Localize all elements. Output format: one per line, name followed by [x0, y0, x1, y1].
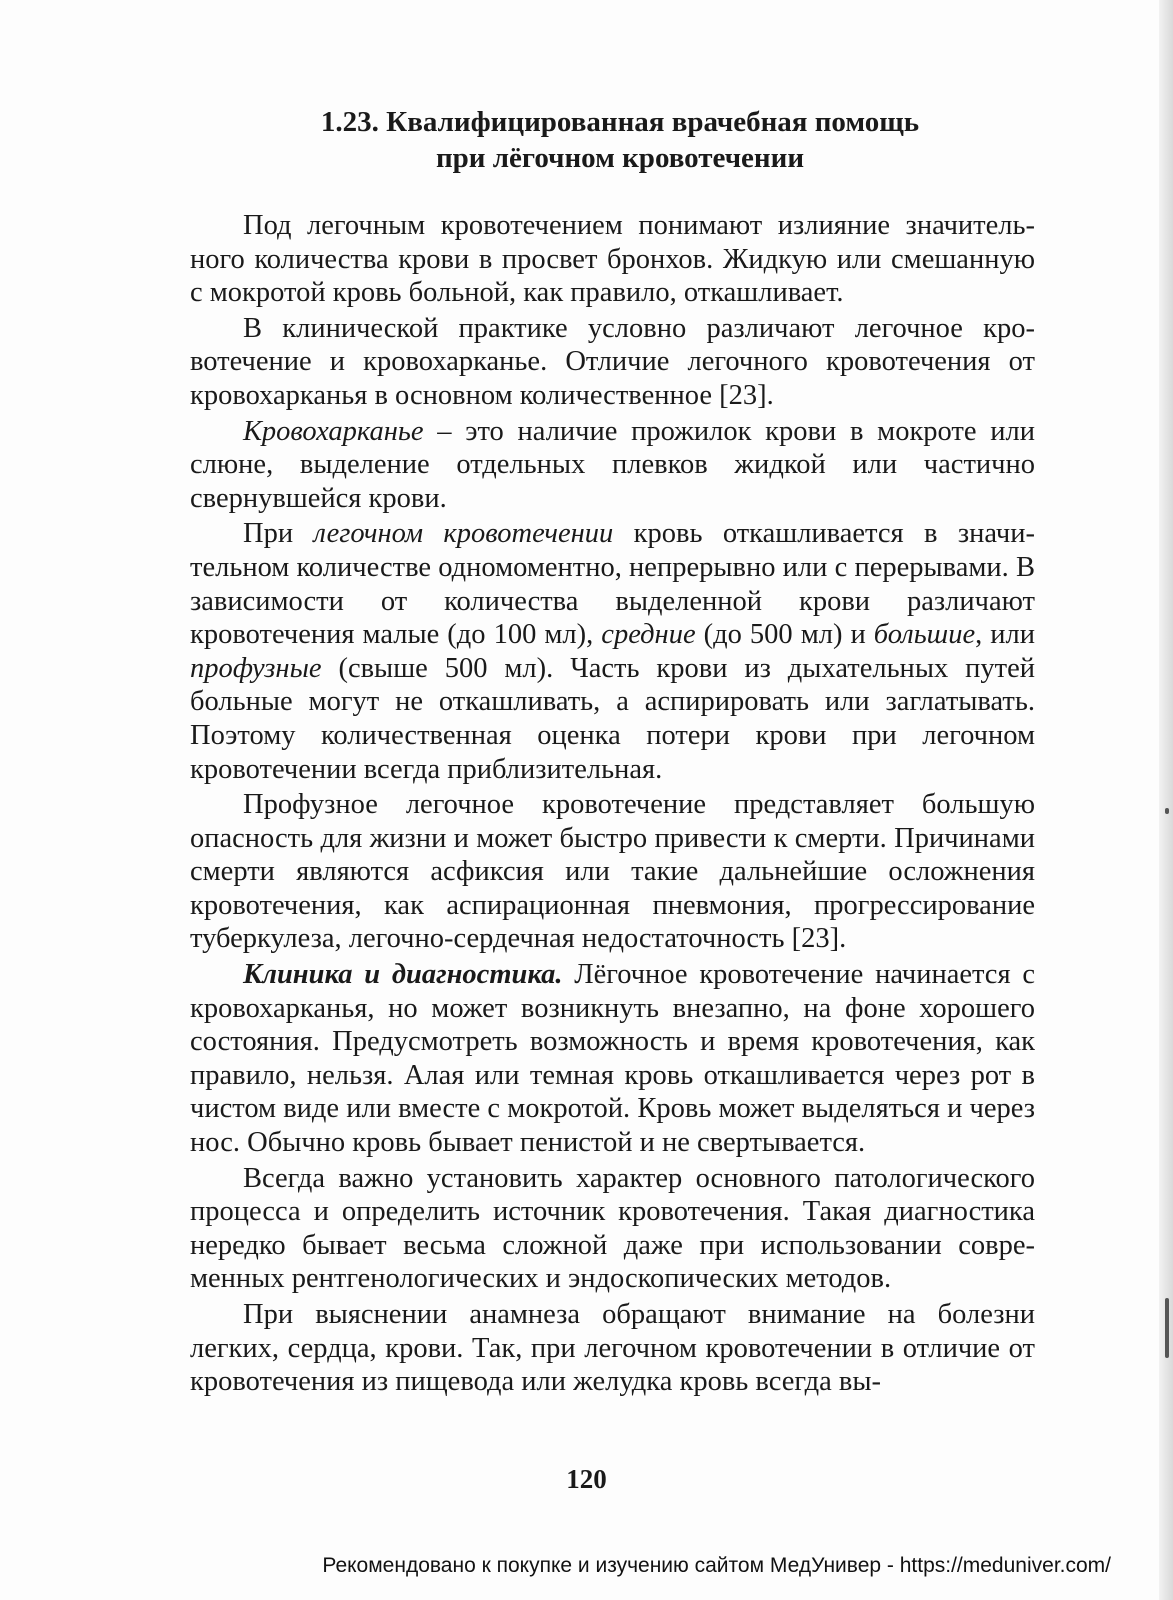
paragraph-text: Под легочным кровотечением понимают излияние значительного количества крови в просвет бронхов. Жидкую или смешанную с мокротой кровь больной, как правило, откашливает. [190, 210, 1035, 309]
italic-term: профузные [190, 652, 322, 684]
italic-term: легочном кровотечении [313, 518, 614, 550]
section-title-line-1: 1.23. Квалифицированная врачебная помощь [320, 106, 920, 138]
paragraph-text: Лёгочное кровотечение начинается с кровохарканья, но может возникнуть внезапно, на фоне хорошего состояния. Предусмотреть возможность и время кровотечения, как правило, нельзя. Алая или темная кровь откашливается через рот в чистом виде или вместе с мокротой. Кровь может выделяться и через нос. Обычно кровь бывает пенистой и не свертывается. [190, 959, 1035, 1159]
body-text [190, 209, 1035, 1399]
paragraph [190, 209, 1035, 310]
section-title-line-2: при лёгочном кровотечении [435, 142, 805, 174]
paragraph-text: При [243, 518, 314, 550]
section-title [190, 104, 1050, 176]
scan-speck [1165, 808, 1169, 814]
paragraph [190, 1298, 1035, 1399]
italic-term: большие [873, 619, 976, 651]
paragraph [190, 312, 1035, 413]
paragraph [190, 517, 1035, 786]
paragraph-text: При выяснении анамнеза обращают внимание на болезни легких, сердца, крови. Так, при легочном кровотечении в отличие от кровотечения из пищевода или желудка кровь всегда вы- [190, 1299, 1035, 1398]
paragraph [190, 1162, 1035, 1296]
paragraph [190, 958, 1035, 1160]
paragraph-text: В клинической практике условно различают легочное кровотечение и кровохарканье. Отличие легочного кровотечения от кровохарканья в основном количественное [23]. [190, 312, 1035, 411]
scan-edge-mark [1165, 1298, 1169, 1358]
bold-italic-heading: Клиника и диагностика. [243, 959, 563, 991]
page-number: 120 [566, 1464, 607, 1494]
paragraph-text: Профузное легочное кровотечение представляет большую опасность для жизни и может быстро привести к смерти. Причинами смерти являются асфиксия или такие дальнейшие осложнения кровотечения, как аспирационная пневмония, прогрессирование туберкулеза, легочно-сердечная недостаточность [23]. [190, 789, 1035, 955]
paragraph-text: кровь откашливается в значительном количестве одномоментно, непрерывно или с перерывами. В зависимости от количества выделенной крови различают кровотечения малые (до 100 мл), [190, 518, 1035, 651]
italic-term: средние [601, 619, 696, 651]
paragraph [190, 788, 1035, 956]
paragraph-text: (до 500 мл) и [695, 619, 874, 651]
page-edge-shadow [1159, 0, 1173, 1600]
paragraph [190, 415, 1035, 516]
italic-term: Кровохарканье [243, 415, 424, 447]
paragraph-text: , или [975, 619, 1035, 651]
paragraph-text: (свыше 500 мл). Часть крови из дыхательных путей больные могут не откашливать, а аспирировать или заглатывать. Поэтому количественная оценка потери крови при легочном кровотечении всегда приблизительная. [190, 652, 1035, 785]
footer-recommendation: Рекомендовано к покупке и изучению сайтом МедУнивер - https://meduniver.com/ [322, 1554, 1111, 1577]
paragraph-text: – это наличие прожилок крови в мокроте или слюне, выделение отдельных плевков жидкой или частично свернувшейся крови. [190, 415, 1035, 514]
paragraph-text: Всегда важно установить характер основного патологического процесса и определить источник кровотечения. Такая диагностика нередко бывает весьма сложной даже при использовании современных рентгенологических и эндоскопических методов. [190, 1162, 1035, 1295]
